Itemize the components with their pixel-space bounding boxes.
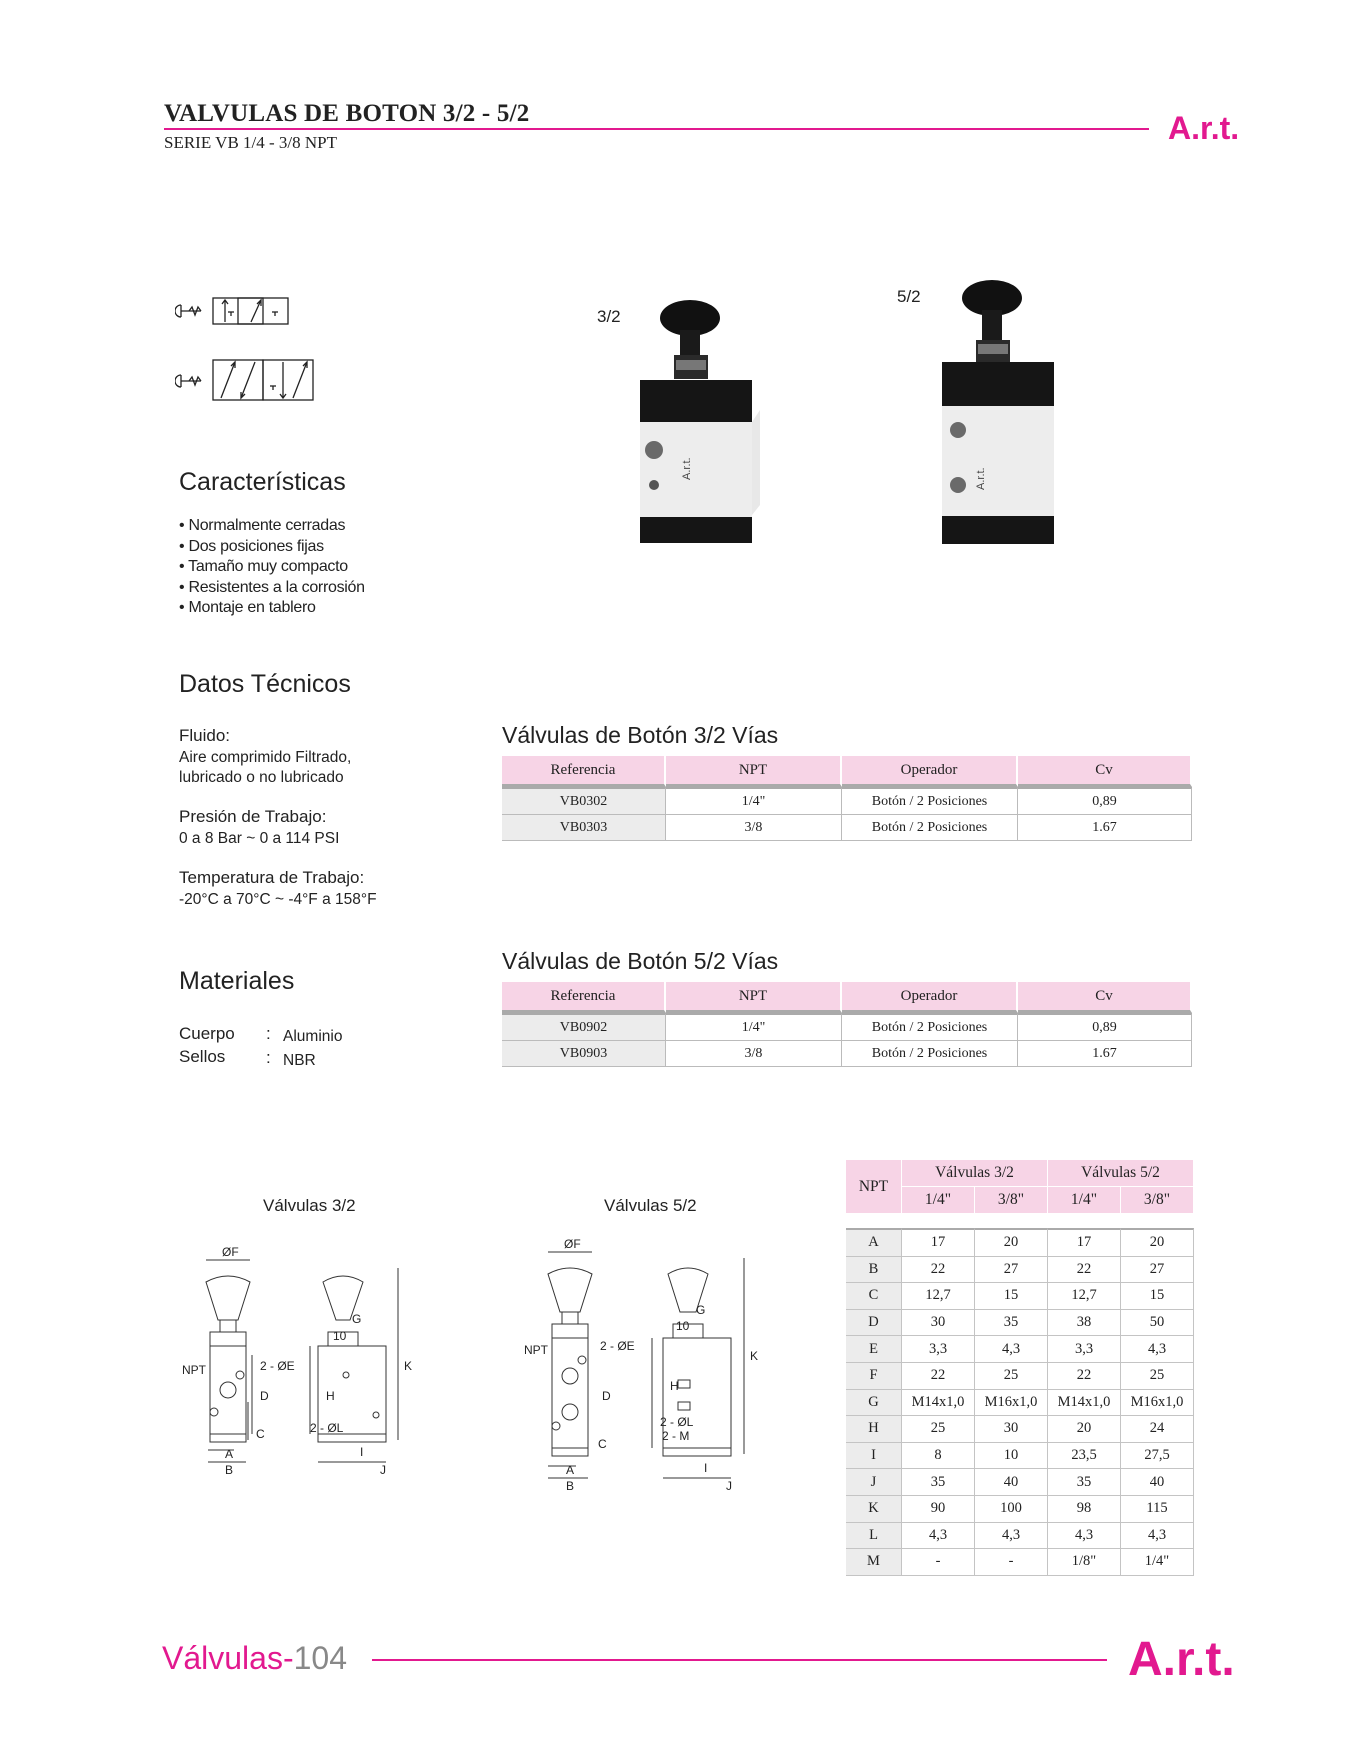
size-header: 3/8" xyxy=(1121,1187,1194,1214)
drawing-32 xyxy=(178,1240,438,1490)
fluido-value xyxy=(179,748,351,788)
caracteristicas-title: Características xyxy=(179,468,346,496)
cell: 25 xyxy=(1121,1363,1194,1390)
col-npt: NPT xyxy=(846,1160,902,1214)
table-row xyxy=(846,1496,1194,1523)
cell: 1/4" xyxy=(666,787,842,815)
table-row xyxy=(846,1363,1194,1390)
symbol-32-icon xyxy=(175,298,288,324)
cell: 50 xyxy=(1121,1310,1194,1337)
cell: 35 xyxy=(975,1310,1048,1337)
dim-label: K xyxy=(750,1349,759,1363)
dim-label: J xyxy=(726,1479,732,1493)
dim-label: 2 - M xyxy=(662,1429,690,1443)
cell: D xyxy=(846,1310,902,1337)
cell: 3/8 xyxy=(666,815,842,841)
list-item: • Tamaño muy compacto xyxy=(179,558,348,575)
col-npt: NPT xyxy=(666,982,842,1013)
cell: 27 xyxy=(1121,1257,1194,1284)
list-item: • Montaje en tablero xyxy=(179,599,316,616)
cell: 3,3 xyxy=(902,1336,975,1363)
cell: 3/8 xyxy=(666,1041,842,1067)
drawing-52-title: Válvulas 5/2 xyxy=(604,1196,697,1215)
footer-logo: A.r.t. xyxy=(1128,1633,1235,1686)
col-operador: Operador xyxy=(842,756,1018,787)
cell: 22 xyxy=(1048,1257,1121,1284)
cell: 10 xyxy=(975,1443,1048,1470)
table-row xyxy=(846,1549,1194,1576)
cell: 4,3 xyxy=(975,1336,1048,1363)
table-row xyxy=(846,1336,1194,1363)
cell: 4,3 xyxy=(1121,1336,1194,1363)
table-row xyxy=(846,1390,1194,1417)
cuerpo-sep: : xyxy=(266,1024,271,1043)
cell: 1/8" xyxy=(1048,1549,1121,1576)
cell: 4,3 xyxy=(975,1523,1048,1550)
cell: A xyxy=(846,1228,902,1257)
drawing-52 xyxy=(518,1230,798,1500)
cell: H xyxy=(846,1416,902,1443)
table-52 xyxy=(502,982,1192,1067)
cell: M16x1,0 xyxy=(975,1390,1048,1417)
photo-brand-text: A.r.t. xyxy=(681,457,693,480)
cell: 15 xyxy=(1121,1283,1194,1310)
list-item: • Normalmente cerradas xyxy=(179,517,346,534)
cell: 0,89 xyxy=(1018,787,1192,815)
col-cv: Cv xyxy=(1018,756,1192,787)
cell: - xyxy=(975,1549,1048,1576)
table-row xyxy=(846,1257,1194,1284)
valve-symbol-diagrams xyxy=(175,290,315,430)
page-title: VALVULAS DE BOTON 3/2 - 5/2 xyxy=(164,100,530,127)
table-header-row xyxy=(502,756,1192,787)
table-row xyxy=(502,1041,1192,1067)
dim-label: K xyxy=(404,1359,413,1373)
dim-label: H xyxy=(670,1379,679,1393)
dim-label: 10 xyxy=(676,1319,690,1333)
cell: 17 xyxy=(1048,1228,1121,1257)
materiales-title: Materiales xyxy=(179,967,295,995)
dim-label: NPT xyxy=(182,1363,206,1377)
cell: VB0903 xyxy=(502,1041,666,1067)
dim-label: ØF xyxy=(222,1245,239,1259)
cell: 12,7 xyxy=(902,1283,975,1310)
cell: 24 xyxy=(1121,1416,1194,1443)
cell: 8 xyxy=(902,1443,975,1470)
cell: 1/4" xyxy=(666,1013,842,1041)
valve-32-photo xyxy=(630,300,770,600)
table-32-title: Válvulas de Botón 3/2 Vías xyxy=(502,722,779,748)
cell: 1/4" xyxy=(1121,1549,1194,1576)
cell: E xyxy=(846,1336,902,1363)
dim-label: NPT xyxy=(524,1343,548,1357)
cell: 35 xyxy=(902,1469,975,1496)
photo-label-52: 5/2 xyxy=(897,287,921,306)
caracteristicas-list xyxy=(179,516,365,619)
cell: VB0302 xyxy=(502,787,666,815)
cell: M16x1,0 xyxy=(1121,1390,1194,1417)
cell: 4,3 xyxy=(1048,1523,1121,1550)
dim-label: ØF xyxy=(564,1237,581,1251)
dim-label: C xyxy=(256,1427,265,1441)
col-operador: Operador xyxy=(842,982,1018,1013)
list-item: • Resistentes a la corrosión xyxy=(179,578,365,596)
cell: G xyxy=(846,1390,902,1417)
cell: F xyxy=(846,1363,902,1390)
cell: K xyxy=(846,1496,902,1523)
table-52-title: Válvulas de Botón 5/2 Vías xyxy=(502,948,779,974)
dim-label: I xyxy=(360,1445,364,1459)
datos-title: Datos Técnicos xyxy=(179,670,351,698)
cell: 1.67 xyxy=(1018,1041,1192,1067)
cell: 40 xyxy=(975,1469,1048,1496)
dim-label: D xyxy=(602,1389,611,1403)
cell: 30 xyxy=(975,1416,1048,1443)
list-item: • Dos posiciones fijas xyxy=(179,537,324,555)
col-referencia: Referencia xyxy=(502,756,666,787)
sellos-sep: : xyxy=(266,1048,271,1067)
table-row xyxy=(502,1013,1192,1041)
fluido-line: Aire comprimido Filtrado, xyxy=(179,749,352,766)
presion-label: Presión de Trabajo: xyxy=(179,807,327,826)
photo-brand-text-52: A.r.t. xyxy=(975,467,987,490)
cell: 38 xyxy=(1048,1310,1121,1337)
cuerpo-value: Aluminio xyxy=(283,1028,343,1045)
dim-label: J xyxy=(380,1463,386,1477)
cell: 3,3 xyxy=(1048,1336,1121,1363)
page-subtitle: SERIE VB 1/4 - 3/8 NPT xyxy=(164,133,338,152)
table-row xyxy=(846,1523,1194,1550)
dim-label: I xyxy=(704,1461,708,1475)
dim-label: B xyxy=(566,1479,575,1493)
footer-page-number: 104 xyxy=(293,1640,347,1676)
photo-label-32: 3/2 xyxy=(597,307,621,326)
dim-label: 2 - ØE xyxy=(260,1359,295,1373)
cell: M14x1,0 xyxy=(902,1390,975,1417)
group-52: Válvulas 5/2 xyxy=(1048,1160,1194,1187)
table-header-row xyxy=(846,1160,1194,1187)
table-row xyxy=(502,815,1192,841)
cell: VB0902 xyxy=(502,1013,666,1041)
table-row xyxy=(846,1469,1194,1496)
table-row xyxy=(846,1443,1194,1470)
dim-label: 10 xyxy=(333,1329,347,1343)
cell: 25 xyxy=(902,1416,975,1443)
footer-page-label xyxy=(162,1640,347,1677)
sellos-label: Sellos xyxy=(179,1047,226,1066)
cell: Botón / 2 Posiciones xyxy=(842,787,1018,815)
table-row xyxy=(846,1228,1194,1257)
dim-label: 2 - ØL xyxy=(660,1415,694,1429)
cell: B xyxy=(846,1257,902,1284)
presion-value: 0 a 8 Bar ~ 0 a 114 PSI xyxy=(179,830,340,847)
table-row xyxy=(846,1416,1194,1443)
footer-section: Válvulas- xyxy=(162,1640,294,1676)
col-referencia: Referencia xyxy=(502,982,666,1013)
size-header: 1/4" xyxy=(1048,1187,1121,1214)
cell: M14x1,0 xyxy=(1048,1390,1121,1417)
cell: 22 xyxy=(1048,1363,1121,1390)
temperatura-value: -20°C a 70°C ~ -4°F a 158°F xyxy=(179,891,377,908)
cell: VB0303 xyxy=(502,815,666,841)
dim-label: 2 - ØE xyxy=(600,1339,635,1353)
drawing-32-title: Válvulas 3/2 xyxy=(263,1196,356,1215)
cell: 20 xyxy=(1121,1228,1194,1257)
cell: Botón / 2 Posiciones xyxy=(842,815,1018,841)
cell: I xyxy=(846,1443,902,1470)
cell: 98 xyxy=(1048,1496,1121,1523)
cuerpo-label: Cuerpo xyxy=(179,1024,235,1043)
cell: 90 xyxy=(902,1496,975,1523)
dim-label: G xyxy=(352,1312,362,1326)
dimension-table xyxy=(846,1160,1194,1576)
cell: 100 xyxy=(975,1496,1048,1523)
dim-label: A xyxy=(225,1447,234,1461)
sellos-value: NBR xyxy=(283,1052,316,1069)
dim-label: B xyxy=(225,1463,234,1477)
cell: 22 xyxy=(902,1363,975,1390)
dim-label: H xyxy=(326,1389,335,1403)
cell: 22 xyxy=(902,1257,975,1284)
cell: 17 xyxy=(902,1228,975,1257)
fluido-line: lubricado o no lubricado xyxy=(179,769,344,786)
cell: C xyxy=(846,1283,902,1310)
table-row xyxy=(502,787,1192,815)
cell: - xyxy=(902,1549,975,1576)
cell: M xyxy=(846,1549,902,1576)
cell: 25 xyxy=(975,1363,1048,1390)
valve-52-photo xyxy=(932,280,1072,600)
cell: 12,7 xyxy=(1048,1283,1121,1310)
table-row xyxy=(846,1283,1194,1310)
cell: 40 xyxy=(1121,1469,1194,1496)
cell: 27 xyxy=(975,1257,1048,1284)
cell: J xyxy=(846,1469,902,1496)
header-rule xyxy=(164,128,1149,130)
table-header-row xyxy=(502,982,1192,1013)
cell: 0,89 xyxy=(1018,1013,1192,1041)
col-npt: NPT xyxy=(666,756,842,787)
cell: Botón / 2 Posiciones xyxy=(842,1013,1018,1041)
dim-label: C xyxy=(598,1437,607,1451)
cell: 4,3 xyxy=(902,1523,975,1550)
spacer xyxy=(846,1214,1194,1228)
cell: L xyxy=(846,1523,902,1550)
cell: 27,5 xyxy=(1121,1443,1194,1470)
cell: 20 xyxy=(1048,1416,1121,1443)
cell: 1.67 xyxy=(1018,815,1192,841)
dim-label: G xyxy=(696,1303,706,1317)
table-row xyxy=(846,1310,1194,1337)
cell: 20 xyxy=(975,1228,1048,1257)
cell: 30 xyxy=(902,1310,975,1337)
size-header: 3/8" xyxy=(975,1187,1048,1214)
cell: 4,3 xyxy=(1121,1523,1194,1550)
table-32 xyxy=(502,756,1192,841)
cell: 35 xyxy=(1048,1469,1121,1496)
size-header: 1/4" xyxy=(902,1187,975,1214)
symbol-52-icon xyxy=(175,360,313,400)
dim-label: A xyxy=(566,1463,575,1477)
cell: 15 xyxy=(975,1283,1048,1310)
fluido-label: Fluido: xyxy=(179,726,231,745)
dim-label: 2 - ØL xyxy=(310,1421,344,1435)
cell: 115 xyxy=(1121,1496,1194,1523)
cell: Botón / 2 Posiciones xyxy=(842,1041,1018,1067)
group-32: Válvulas 3/2 xyxy=(902,1160,1048,1187)
temperatura-label: Temperatura de Trabajo: xyxy=(179,868,365,887)
brand-logo: A.r.t. xyxy=(1168,110,1240,146)
cell: 23,5 xyxy=(1048,1443,1121,1470)
footer-rule xyxy=(372,1659,1107,1661)
col-cv: Cv xyxy=(1018,982,1192,1013)
dim-label: D xyxy=(260,1389,269,1403)
